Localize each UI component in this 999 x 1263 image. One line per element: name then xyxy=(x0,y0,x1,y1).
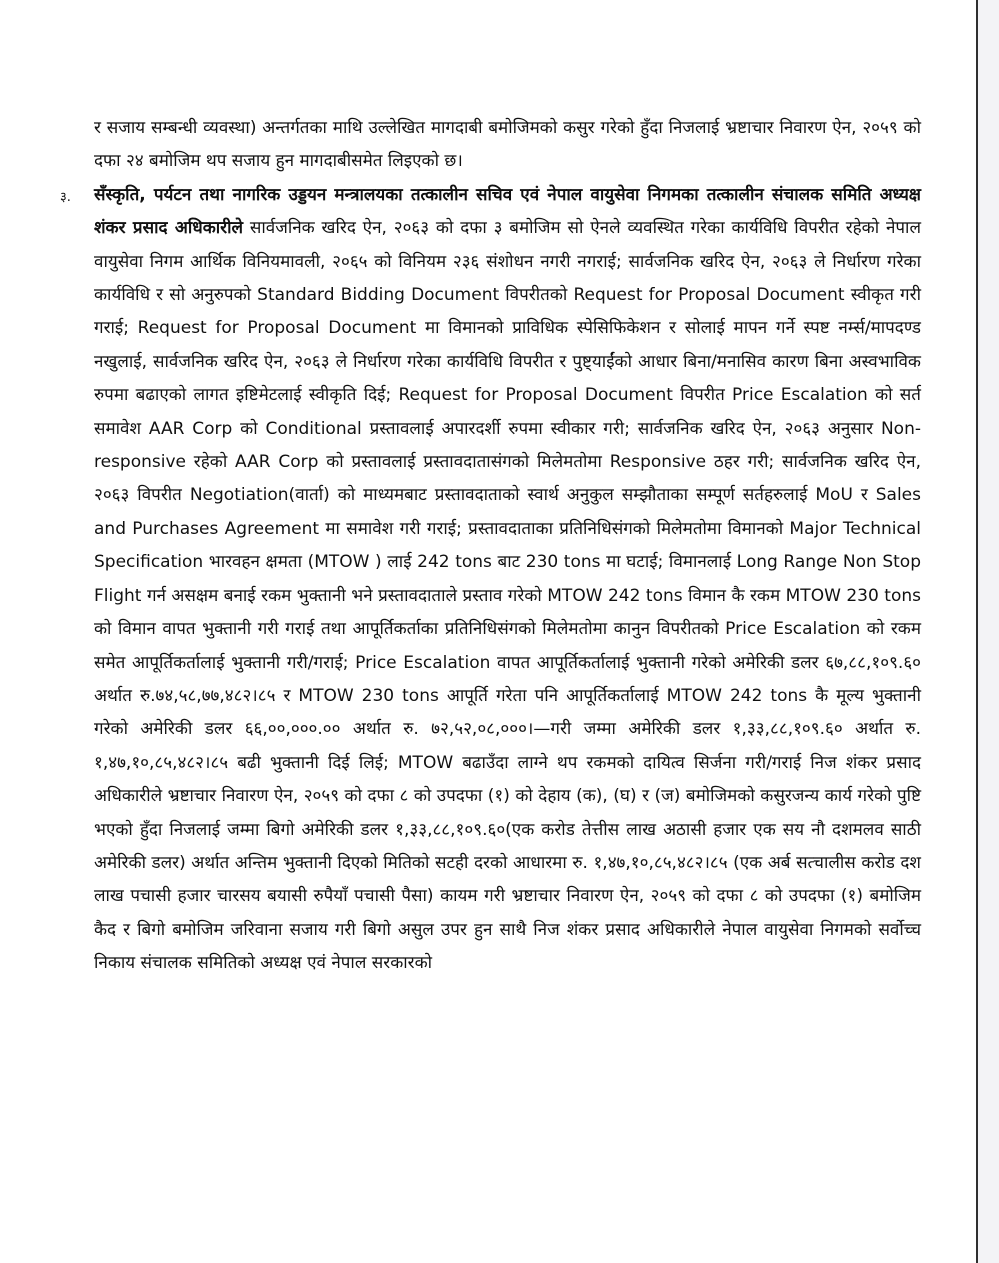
list-item-text xyxy=(94,179,921,981)
list-item-3 xyxy=(60,179,921,981)
list-number: ३. xyxy=(60,189,71,205)
body-text: सार्वजनिक खरिद ऐन, २०६३ को दफा ३ बमोजिम सो ऐनले व्यवस्थित गरेका कार्यविधि विपरीत रहेको नेपाल वायुसेवा निगम आर्थिक विनियमावली, २०६५ को विनियम २३६ संशोधन नगरी नगराई; सार्वजनिक खरिद ऐन, २०६३ ले निर्धारण गरेका कार्यविधि र सो अनुरुपको Standard Bidding Document विपरीतको Request for Proposal Document स्वीकृत गरी गराई; Request for Proposal Document मा विमानको प्राविधिक स्पेसिफिकेशन र सोलाई मापन गर्ने स्पष्ट नर्म्स/मापदण्ड नखुलाई, सार्वजनिक खरिद ऐन, २०६३ ले निर्धारण गरेका कार्यविधि विपरीत र पुष्ट्याईंको आधार बिना/मनासिव कारण बिना अस्वभाविक रुपमा बढाएको लागत इष्टिमेटलाई स्वीकृति दिई; Request for Proposal Document विपरीत Price Escalation को सर्त समावेश AAR Corp को Conditional प्रस्तावलाई अपारदर्शी रुपमा स्वीकार गरी; सार्वजनिक खरिद ऐन, २०६३ अनुसार Non-responsive रहेको AAR Corp को प्रस्तावलाई प्रस्तावदातासंगको मिलेमतोमा Responsive ठहर गरी; सार्वजनिक खरिद ऐन, २०६३ विपरीत Negotiation(वार्ता) को माध्यमबाट प्रस्तावदाताको स्वार्थ अनुकुल सम्झौताका सम्पूर्ण सर्तहरुलाई MoU र Sales and Purchases Agreement मा समावेश गरी गराई; प्रस्तावदाताका प्रतिनिधिसंगको मिलेमतोमा विमानको Major Technical Specification भारवहन क्षमता (MTOW ) लाई 242 tons बाट 230 tons मा घटाई; विमानलाई Long Range Non Stop Flight गर्न असक्षम बनाई रकम भुक्तानी भने प्रस्तावदाताले प्रस्ताव गरेको MTOW 242 tons विमान कै रकम MTOW 230 tons को विमान वापत भुक्तानी गरी गराई तथा आपूर्तिकर्ताका प्रतिनिधिसंगको मिलेमतोमा कानुन विपरीतको Price Escalation को रकम समेत आपूर्तिकर्तालाई भुक्तानी गरी/गराई; Price Escalation वापत आपूर्तिकर्तालाई भुक्तानी गरेको अमेरिकी डलर ६७,८८,१०९.६० अर्थात रु.७४,५८,७७,४८२।८५ र MTOW 230 tons आपूर्ति गरेता पनि आपूर्तिकर्तालाई MTOW 242 tons कै मूल्य भुक्तानी गरेको अमेरिकी डलर ६६,००,०००.०० अर्थात रु. ७२,५२,०८,०००।—गरी जम्मा अमेरिकी डलर १,३३,८८,१०९.६० अर्थात रु. १,४७,१०,८५,४८२।८५ बढी भुक्तानी दिई लिई; MTOW बढाउँदा लाग्ने थप रकमको दायित्व सिर्जना गरी/गराई निज शंकर प्रसाद अधिकारीले भ्रष्टाचार निवारण ऐन, २०५९ को दफा ८ को उपदफा (१) को देहाय (क), (घ) र (ज) बमोजिमको कसुरजन्य कार्य गरेको पुष्टि भएको हुँदा निजलाई जम्मा बिगो अमेरिकी डलर १,३३,८८,१०९.६०(एक करोड तेत्तीस लाख अठासी हजार एक सय नौ दशमलव साठी अमेरिकी डलर) अर्थात अन्तिम भुक्तानी दिएको मितिको सटही दरको आधारमा रु. १,४७,१०,८५,४८२।८५ (एक अर्ब सत्चालीस करोड दश लाख पचासी हजार चारसय बयासी रुपैयाँ पचासी पैसा) कायम गरी भ्रष्टाचार निवारण ऐन, २०५९ को दफा ८ को उपदफा (१) बमोजिम कैद र बिगो बमोजिम जरिवाना सजाय गरी बिगो असुल उपर हुन साथै निज शंकर प्रसाद अधिकारीले नेपाल वायुसेवा निगमको सर्वोच्च निकाय संचालक समितिको अध्यक्ष एवं नेपाल सरकारको xyxy=(94,218,921,974)
document-body xyxy=(60,112,921,981)
paragraph-continuation: र सजाय सम्बन्धी व्यवस्था) अन्तर्गतका माथि उल्लेखित मागदाबी बमोजिमको कसुर गरेको हुँदा निजलाई भ्रष्टाचार निवारण ऐन, २०५९ को दफा २४ बमोजिम थप सजाय हुन मागदाबीसमेत लिइएको छ। xyxy=(94,118,921,172)
page-margin xyxy=(978,0,999,1263)
bold-lead-text: सँस्कृति, पर्यटन तथा नागरिक उड्डयन मन्त्रालयका तत्कालीन सचिव एवं नेपाल वायुसेवा निगमका तत्कालीन संचालक समिति अध्यक्ष शंकर प्रसाद अधिकारीले xyxy=(94,184,921,239)
